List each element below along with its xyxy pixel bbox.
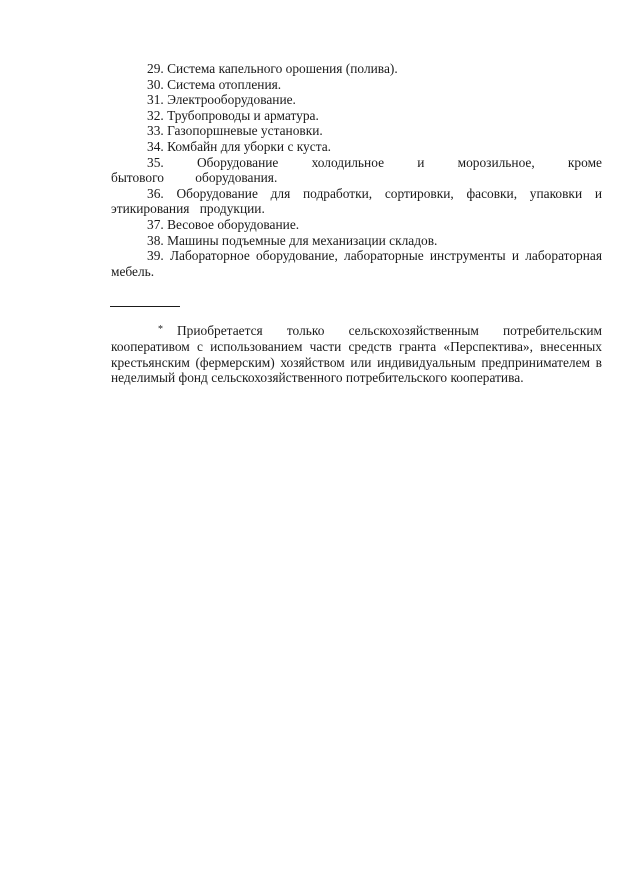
list-item: 39. Лабораторное оборудование, лабораторные инструменты и лабораторная мебель. bbox=[111, 248, 602, 279]
footnote-separator bbox=[110, 306, 180, 307]
list-item: 29. Система капельного орошения (полива). bbox=[147, 61, 398, 76]
list-item: 32. Трубопроводы и арматура. bbox=[147, 107, 319, 123]
list-item: 34. Комбайн для уборки с куста. bbox=[147, 138, 331, 154]
list-item: 33. Газопоршневые установки. bbox=[147, 123, 323, 139]
footnote-mark: * bbox=[158, 324, 163, 336]
list-item: 37. Весовое оборудование. bbox=[147, 216, 300, 232]
list-item: 35. Оборудование холодильное и морозильное, кроме бытового оборудования. bbox=[111, 154, 602, 186]
footnote-text: Приобретается только сельскохозяйственным потребительским кооперативом с использованием части средств гранта «Перспектива», внесенных крестьянским (фермерским) хозяйством или индивидуальным предпринимателем в неделимый фонд сельскохозяйственного потребительского кооператива. bbox=[111, 323, 602, 386]
list-item: 31. Электрооборудование. bbox=[147, 92, 296, 108]
equipment-list bbox=[111, 61, 602, 279]
footnote bbox=[111, 322, 602, 385]
list-item: 36. Оборудование для подработки, сортировки, фасовки, упаковки и этикирования продукции. bbox=[111, 185, 602, 217]
list-item: 30. Система отопления. bbox=[147, 76, 282, 92]
list-item: 38. Машины подъемные для механизации складов. bbox=[147, 232, 438, 248]
